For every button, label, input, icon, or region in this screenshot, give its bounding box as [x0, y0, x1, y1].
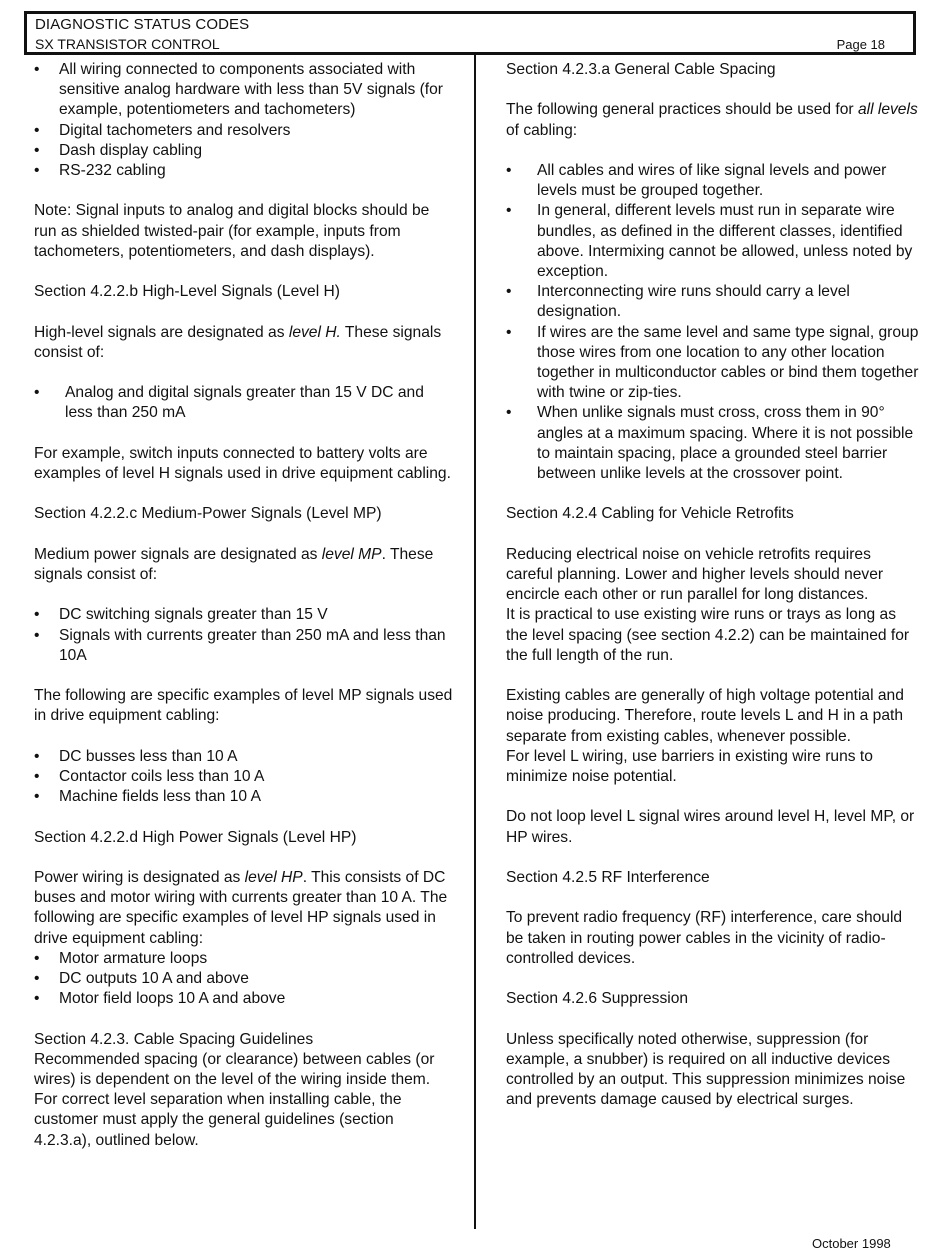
- level-mp-examples-list: [34, 747, 454, 808]
- section-heading: Section 4.2.3.a General Cable Spacing: [506, 61, 776, 78]
- list-item: • DC outputs 10 A and above: [34, 969, 454, 989]
- section-heading: Section 4.2.2.b High-Level Signals (Level H): [34, 283, 340, 301]
- level-mp-bullet-list: [34, 605, 454, 666]
- level-h-bullet-list: [34, 383, 454, 423]
- level-l-bullet-list: [34, 60, 454, 181]
- list-item: • In general, different levels must run in separate wire bundles, as defined in the different classes, identified above. Intermixing cannot be allowed, unless noted by exception.: [506, 201, 921, 282]
- level-hp-bullet-list: [34, 949, 454, 1010]
- list-item: • If wires are the same level and same type signal, group those wires from one location to any other location together in multiconductor cables or bind them together with twine or zip-ties.: [506, 323, 921, 404]
- footer-date: October 1998: [812, 1236, 891, 1251]
- list-item: • DC busses less than 10 A: [34, 747, 454, 767]
- section-heading: Section 4.2.3. Cable Spacing Guidelines: [34, 1030, 314, 1048]
- note-paragraph: Note: Signal inputs to analog and digital blocks should be run as shielded twisted-pair (for example, inputs from tachometers, potentiometers, and dash displays).: [34, 202, 430, 260]
- level-h-intro: High-level signals are designated as level H. These signals consist of:: [34, 323, 442, 361]
- list-item: • Motor field loops 10 A and above: [34, 989, 454, 1009]
- retrofit-paragraph: It is practical to use existing wire runs or trays as long as the level spacing (see section 4.2.2) can be maintained for the full length of the run.: [506, 606, 910, 664]
- list-item: • When unlike signals must cross, cross them in 90° angles at a maximum spacing. Where it is not possible to maintain spacing, place a grounded steel barrier between unlike levels at the crossover point.: [506, 403, 921, 484]
- document-title: DIAGNOSTIC STATUS CODES: [35, 16, 250, 33]
- section-heading: Section 4.2.6 Suppression: [506, 990, 689, 1008]
- column-divider: [474, 55, 476, 1229]
- right-column: [506, 60, 921, 1110]
- retrofit-paragraph: Do not loop level L signal wires around level H, level MP, or HP wires.: [506, 808, 915, 846]
- level-mp-intro: Medium power signals are designated as level MP. These signals consist of:: [34, 545, 434, 583]
- level-h-example: For example, switch inputs connected to battery volts are examples of level H signals used in drive equipment cabling.: [34, 444, 451, 482]
- list-item: • Motor armature loops: [34, 949, 454, 969]
- section-heading: Section 4.2.2.c Medium-Power Signals (Level MP): [34, 505, 382, 523]
- section-heading: Section 4.2.5 RF Interference: [506, 869, 710, 887]
- general-spacing-intro: The following general practices should be used for all levels of cabling:: [506, 101, 918, 139]
- page-number: Page 18: [836, 37, 885, 52]
- list-item: • Digital tachometers and resolvers: [34, 121, 454, 141]
- document-subtitle: SX TRANSISTOR CONTROL: [35, 36, 220, 52]
- list-item: • Interconnecting wire runs should carry a level designation.: [506, 282, 921, 322]
- section-heading: Section 4.2.2.d High Power Signals (Level HP): [34, 828, 357, 846]
- page-header: [24, 11, 916, 55]
- general-spacing-bullet-list: [506, 161, 921, 484]
- suppression-body: Unless specifically noted otherwise, suppression (for example, a snubber) is required on all inductive devices controlled by an output. This suppression minimizes noise and prevents damage caused by electrical surges.: [506, 1030, 906, 1109]
- list-item: • RS-232 cabling: [34, 161, 454, 181]
- left-column: [34, 60, 454, 1151]
- cable-spacing-body: Recommended spacing (or clearance) between cables (or wires) is dependent on the level of the wiring inside them. For correct level separation when installing cable, the customer must apply the general guidelines (section 4.2.3.a), outlined below.: [34, 1050, 435, 1149]
- rf-interference-body: To prevent radio frequency (RF) interference, care should be taken in routing power cables in the vicinity of radio-controlled devices.: [506, 909, 903, 967]
- retrofit-paragraph: Reducing electrical noise on vehicle retrofits requires careful planning. Lower and higher levels should never encircle each other or run parallel for long distances.: [506, 545, 884, 604]
- retrofit-paragraph: Existing cables are generally of high voltage potential and noise producing. Therefore, route levels L and H in a path separate from existing cables, whenever possible.: [506, 687, 904, 745]
- list-item: • All wiring connected to components associated with sensitive analog hardware with less than 5V signals (for example, potentiometers and tachometers): [34, 60, 454, 121]
- list-item: • Dash display cabling: [34, 141, 454, 161]
- list-item: • Signals with currents greater than 250 mA and less than 10A: [34, 626, 454, 666]
- list-item: • All cables and wires of like signal levels and power levels must be grouped together.: [506, 161, 921, 201]
- level-mp-examples-intro: The following are specific examples of level MP signals used in drive equipment cabling:: [34, 687, 453, 725]
- list-item: • Contactor coils less than 10 A: [34, 767, 454, 787]
- section-heading: Section 4.2.4 Cabling for Vehicle Retrofits: [506, 505, 794, 523]
- list-item: • Analog and digital signals greater than 15 V DC and less than 250 mA: [34, 383, 454, 423]
- level-hp-intro: Power wiring is designated as level HP. This consists of DC buses and motor wiring with currents greater than 10 A. The following are specific examples of level HP signals used in drive equipment cabling:: [34, 868, 448, 947]
- retrofit-paragraph: For level L wiring, use barriers in existing wire runs to minimize noise potential.: [506, 747, 873, 786]
- list-item: • Machine fields less than 10 A: [34, 787, 454, 807]
- list-item: • DC switching signals greater than 15 V: [34, 605, 454, 625]
